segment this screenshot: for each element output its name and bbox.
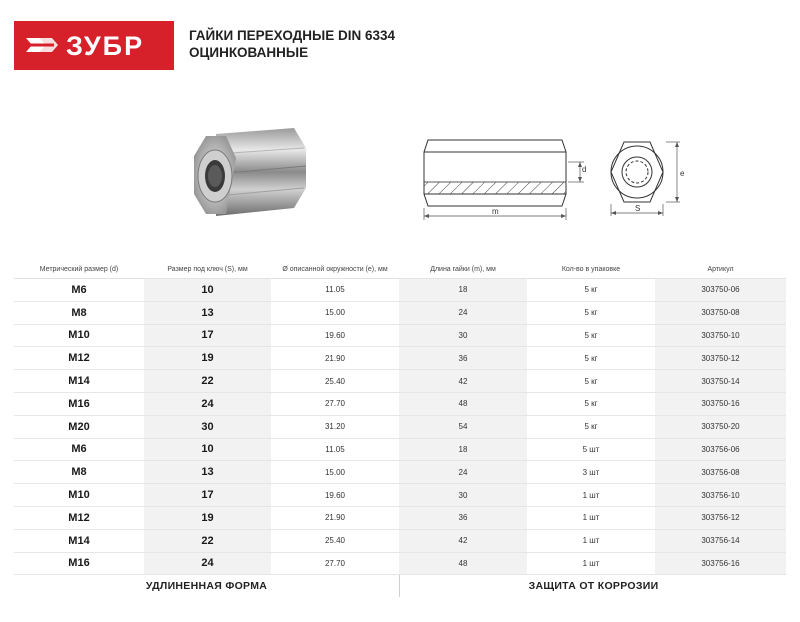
table-cell: 15.00 [271, 461, 399, 484]
table-cell: 24 [144, 392, 271, 415]
table-cell: 54 [399, 415, 527, 438]
table-cell: M14 [14, 370, 144, 393]
table-cell: 24 [399, 301, 527, 324]
table-cell: M16 [14, 392, 144, 415]
brand-arrows-icon [26, 34, 60, 56]
table-cell: 5 кг [527, 324, 655, 347]
table-cell: 31.20 [271, 415, 399, 438]
table-cell: M6 [14, 438, 144, 461]
table-cell: 21.90 [271, 506, 399, 529]
table-cell: 27.70 [271, 552, 399, 575]
table-cell: 48 [399, 392, 527, 415]
table-cell: 48 [399, 552, 527, 575]
table-cell: 303756-10 [655, 484, 786, 507]
table-cell: 303756-12 [655, 506, 786, 529]
table-cell: M10 [14, 324, 144, 347]
header-pack-quantity: Кол-во в упаковке [527, 260, 655, 279]
header-nut-length: Длина гайки (m), мм [399, 260, 527, 279]
table-cell: 303756-16 [655, 552, 786, 575]
table-cell: 10 [144, 279, 271, 302]
table-cell: 21.90 [271, 347, 399, 370]
table-body [14, 279, 786, 575]
table-cell: 17 [144, 484, 271, 507]
table-cell: 36 [399, 506, 527, 529]
table-cell: 17 [144, 324, 271, 347]
table-cell: M6 [14, 279, 144, 302]
table-cell: 303750-08 [655, 301, 786, 324]
table-cell: 303750-20 [655, 415, 786, 438]
header-wrench-size: Размер под ключ (S), мм [144, 260, 271, 279]
table-row [14, 438, 786, 461]
table-cell: 18 [399, 438, 527, 461]
feature-corrosion-protection: ЗАЩИТА ОТ КОРРОЗИИ [528, 580, 659, 592]
table-row [14, 461, 786, 484]
table-cell: M8 [14, 461, 144, 484]
table-cell: 303750-10 [655, 324, 786, 347]
table-cell: 5 кг [527, 347, 655, 370]
table-row [14, 415, 786, 438]
table-cell: 3 шт [527, 461, 655, 484]
table-cell: 13 [144, 301, 271, 324]
table-cell: M12 [14, 506, 144, 529]
table-row [14, 506, 786, 529]
table-cell: 303750-14 [655, 370, 786, 393]
table-cell: 5 шт [527, 438, 655, 461]
table-cell: M10 [14, 484, 144, 507]
title-line-2: ОЦИНКОВАННЫЕ [189, 45, 309, 60]
table-cell: 25.40 [271, 370, 399, 393]
table-cell: 1 шт [527, 529, 655, 552]
table-cell: 11.05 [271, 438, 399, 461]
page-title [189, 27, 395, 61]
table-cell: 13 [144, 461, 271, 484]
table-row [14, 392, 786, 415]
table-cell: 25.40 [271, 529, 399, 552]
brand-name: ЗУБР [66, 31, 145, 61]
table-cell: M8 [14, 301, 144, 324]
dim-d-label: d [582, 165, 587, 174]
table-cell: 5 кг [527, 415, 655, 438]
dim-m-label: m [492, 207, 499, 216]
table-cell: 11.05 [271, 279, 399, 302]
table-row [14, 347, 786, 370]
title-line-1: ГАЙКИ ПЕРЕХОДНЫЕ DIN 6334 [189, 28, 396, 43]
table-cell: 24 [144, 552, 271, 575]
table-row [14, 279, 786, 302]
table-row [14, 324, 786, 347]
table-header-row [14, 260, 786, 279]
table-row [14, 552, 786, 575]
table-cell: 30 [399, 484, 527, 507]
spec-table [14, 260, 786, 575]
table-cell: 42 [399, 529, 527, 552]
table-cell: 30 [399, 324, 527, 347]
table-cell: 19 [144, 347, 271, 370]
table-cell: 303750-16 [655, 392, 786, 415]
front-view-drawing [600, 132, 695, 227]
table-row [14, 301, 786, 324]
feature-elongated-shape: УДЛИНЕННАЯ ФОРМА [145, 580, 268, 592]
table-cell: 15.00 [271, 301, 399, 324]
table-row [14, 484, 786, 507]
table-cell: 19 [144, 506, 271, 529]
header-metric-size: Метрический размер (d) [14, 260, 144, 279]
table-cell: 5 кг [527, 279, 655, 302]
table-cell: 1 шт [527, 506, 655, 529]
table-cell: 30 [144, 415, 271, 438]
table-cell: 36 [399, 347, 527, 370]
table-cell: 19.60 [271, 324, 399, 347]
footer-divider [399, 575, 400, 597]
table-row [14, 370, 786, 393]
table-cell: 303756-14 [655, 529, 786, 552]
header-circumscribed-diameter: Ø описанной окружности (e), мм [271, 260, 399, 279]
table-cell: 42 [399, 370, 527, 393]
table-cell: 5 кг [527, 370, 655, 393]
table-cell: 24 [399, 461, 527, 484]
table-cell: 18 [399, 279, 527, 302]
dim-e-label: e [680, 169, 685, 178]
table-cell: M16 [14, 552, 144, 575]
table-cell: 1 шт [527, 484, 655, 507]
table-cell: 5 кг [527, 392, 655, 415]
side-view-drawing [410, 132, 590, 227]
table-cell: 303756-08 [655, 461, 786, 484]
table-cell: 1 шт [527, 552, 655, 575]
dim-s-label: S [635, 204, 641, 213]
table-cell: M20 [14, 415, 144, 438]
table-cell: 303756-06 [655, 438, 786, 461]
table-cell: 19.60 [271, 484, 399, 507]
table-cell: 5 кг [527, 301, 655, 324]
table-cell: M12 [14, 347, 144, 370]
table-cell: 303750-06 [655, 279, 786, 302]
brand-logo [14, 21, 174, 70]
table-row [14, 529, 786, 552]
table-cell: 10 [144, 438, 271, 461]
table-cell: 22 [144, 370, 271, 393]
nut-photo-icon [186, 126, 316, 226]
table-cell: M14 [14, 529, 144, 552]
table-cell: 27.70 [271, 392, 399, 415]
header-article: Артикул [655, 260, 786, 279]
table-cell: 22 [144, 529, 271, 552]
table-cell: 303750-12 [655, 347, 786, 370]
